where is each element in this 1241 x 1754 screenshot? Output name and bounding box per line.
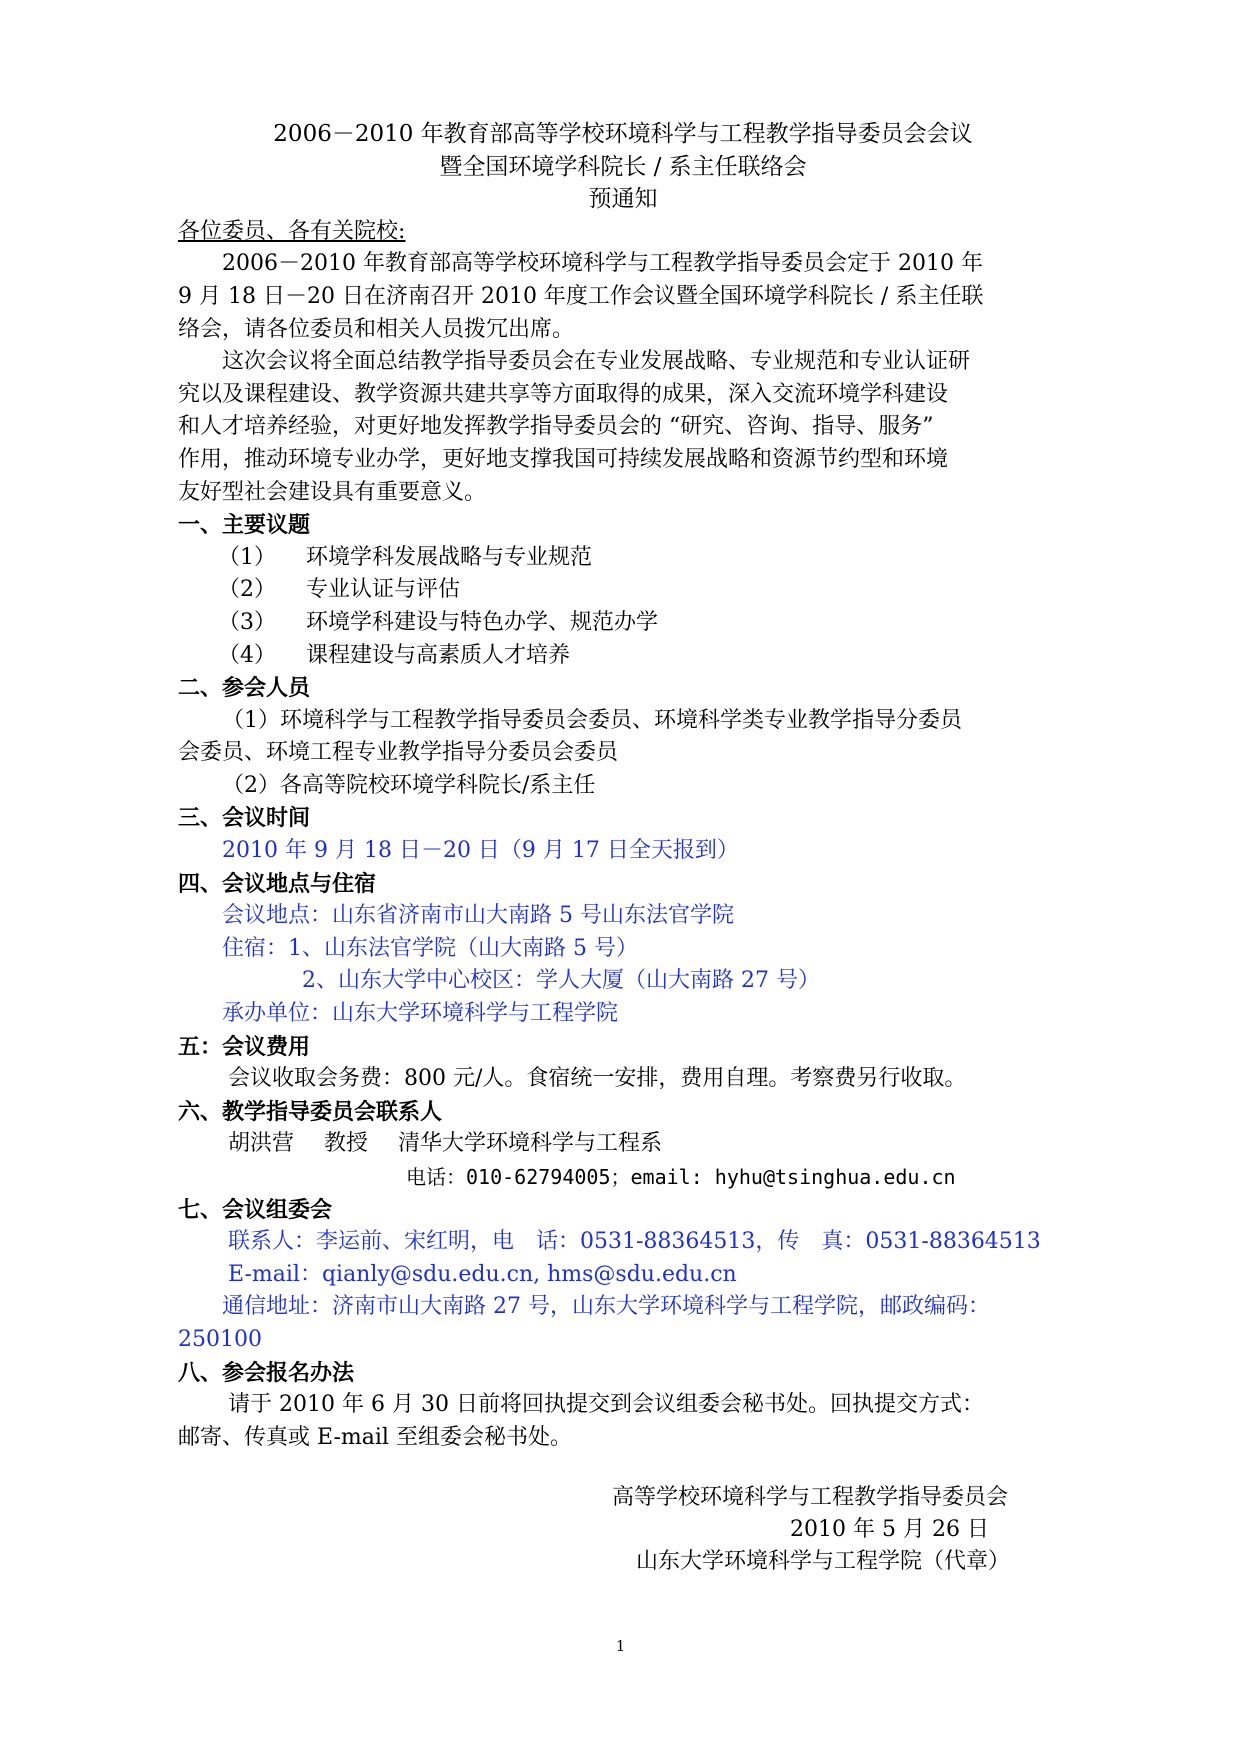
organizing-contacts: 联系人：李运前、宋红明，电 话：0531-88364513，传 真：0531-88364513 [228, 1229, 1041, 1255]
intro-line-2: 9 月 18 日－20 日在济南召开 2010 年度工作会议暨全国环境学科院长 / 系主任联 [178, 283, 984, 309]
organizing-postcode: 250100 [178, 1326, 262, 1352]
signature-date: 2010 年 5 月 26 日 [790, 1517, 989, 1542]
intro-line-8: 友好型社会建设具有重要意义。 [178, 479, 487, 505]
section-heading-committee-contact: 六、教学指导委员会联系人 [178, 1098, 443, 1125]
title-line-3: 预通知 [588, 186, 658, 213]
intro-line-7: 作用，推动环境专业办学，更好地支撑我国可持续发展战略和资源节约型和环境 [178, 446, 949, 472]
section-heading-registration: 八、参会报名办法 [178, 1359, 355, 1386]
section-heading-attendees: 二、参会人员 [178, 675, 311, 702]
title-line-1: 2006－2010 年教育部高等学校环境科学与工程教学指导委员会会议 [273, 121, 973, 147]
intro-line-1: 2006－2010 年教育部高等学校环境科学与工程教学指导委员会定于 2010 年 [222, 251, 983, 277]
meeting-time: 2010 年 9 月 18 日－20 日（9 月 17 日全天报到） [222, 838, 739, 864]
registration-line-1: 请于 2010 年 6 月 30 日前将回执提交到会议组委会秘书处。回执提交方式： [228, 1392, 984, 1418]
topic-item: （1） 环境学科发展战略与专业规范 [218, 544, 593, 570]
intro-line-3: 络会，请各位委员和相关人员拨冗出席。 [178, 316, 575, 342]
venue-address: 会议地点：山东省济南市山大南路 5 号山东法官学院 [222, 903, 734, 929]
section-heading-time: 三、会议时间 [178, 805, 311, 832]
attendees-line-1: （1）环境科学与工程教学指导委员会委员、环境科学类专业教学指导分委员 [222, 707, 962, 733]
topic-item: （2） 专业认证与评估 [218, 577, 461, 603]
committee-contact-info: 电话：010-62794005；email: hyhu@tsinghua.edu.cn [406, 1165, 956, 1189]
lodging-1: 住宿：1、山东法官学院（山大南路 5 号） [222, 935, 638, 961]
page-number: 1 [615, 1637, 626, 1655]
intro-line-6: 和人才培养经验，对更好地发挥教学指导委员会的 “研究、咨询、指导、服务” [178, 414, 934, 440]
attendees-line-3: （2）各高等院校环境学科院长/系主任 [222, 772, 596, 798]
signature-org: 高等学校环境科学与工程教学指导委员会 [612, 1485, 1009, 1510]
section-heading-venue: 四、会议地点与住宿 [178, 870, 377, 897]
lodging-2: 2、山东大学中心校区：学人大厦（山大南路 27 号） [302, 968, 820, 994]
topic-item: （3） 环境学科建设与特色办学、规范办学 [218, 609, 659, 635]
organizing-address: 通信地址：济南市山大南路 27 号，山东大学环境科学与工程学院，邮政编码： [222, 1294, 990, 1320]
section-heading-topics: 一、主要议题 [178, 512, 311, 539]
committee-contact-person: 胡洪营 教授 清华大学环境科学与工程系 [228, 1131, 663, 1157]
title-line-2: 暨全国环境学科院长 / 系主任联络会 [439, 153, 807, 180]
signature-seal: 山东大学环境科学与工程学院（代章） [636, 1549, 1011, 1574]
intro-line-5: 究以及课程建设、教学资源共建共享等方面取得的成果，深入交流环境学科建设 [178, 381, 949, 407]
salutation: 各位委员、各有关院校: [178, 218, 406, 244]
attendees-line-2: 会委员、环境工程专业教学指导分委员会委员 [178, 740, 619, 766]
section-heading-organizing-committee: 七、会议组委会 [178, 1196, 333, 1223]
organizing-email: E-mail：qianly@sdu.edu.cn, hms@sdu.edu.cn [228, 1261, 737, 1287]
document-body [178, 118, 1068, 1454]
registration-line-2: 邮寄、传真或 E-mail 至组委会秘书处。 [178, 1424, 572, 1450]
intro-line-4: 这次会议将全面总结教学指导委员会在专业发展战略、专业规范和专业认证研 [222, 349, 971, 375]
section-heading-fees: 五：会议费用 [178, 1033, 311, 1060]
topic-item: （4） 课程建设与高素质人才培养 [218, 642, 571, 668]
organizer: 承办单位：山东大学环境科学与工程学院 [222, 1001, 619, 1027]
fees-text: 会议收取会务费：800 元/人。食宿统一安排，费用自理。考察费另行收取。 [228, 1066, 967, 1092]
